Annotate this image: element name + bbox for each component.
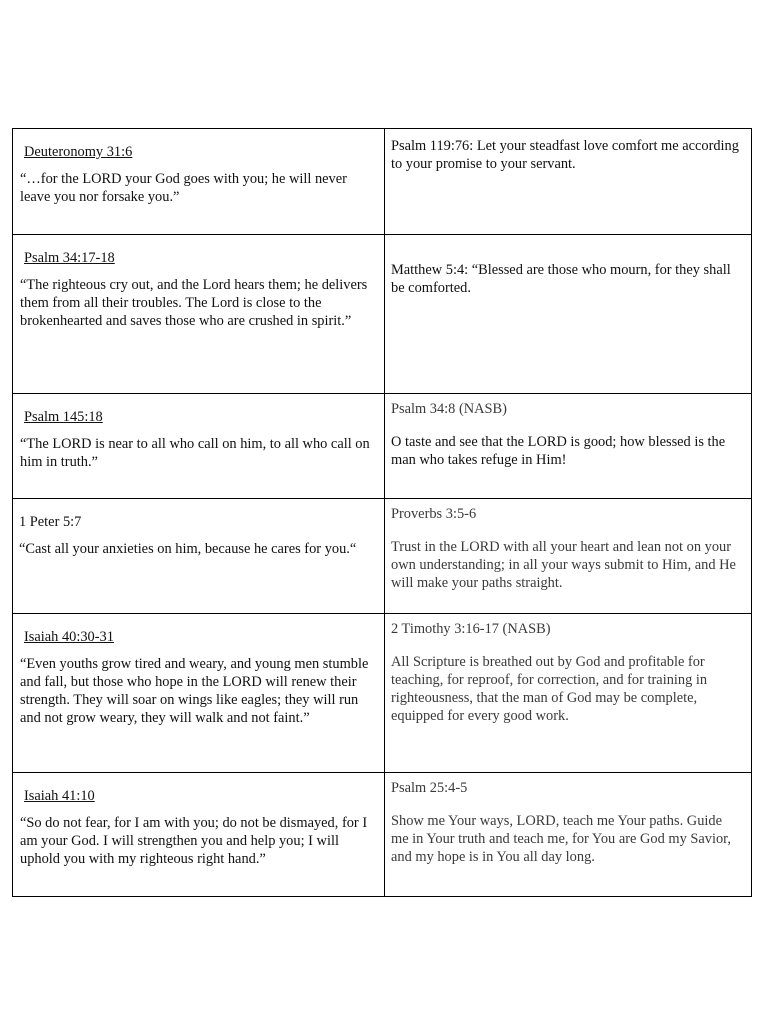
- verse-reference: 2 Timothy 3:16-17 (NASB): [391, 621, 551, 637]
- verse-text: Trust in the LORD with all your heart and lean not on your own understanding; in all your ways submit to Him, and He will make your paths straight.: [391, 539, 736, 591]
- verse-card-deuteronomy-31-6: [13, 129, 385, 235]
- verse-row: [13, 499, 752, 614]
- verse-card-psalm-34-17-18: [13, 235, 385, 394]
- verse-card-matthew-5-4: [385, 235, 752, 394]
- verse-text: “The righteous cry out, and the Lord hears them; he delivers them from all their troubles. The Lord is close to the brokenhearted and saves those who are crushed in spirit.”: [20, 277, 368, 329]
- verse-text: O taste and see that the LORD is good; how blessed is the man who takes refuge in Him!: [391, 434, 726, 468]
- verse-reference: Deuteronomy 31:6: [24, 144, 133, 160]
- verse-reference: 1 Peter 5:7: [19, 514, 82, 530]
- verse-inline: Matthew 5:4: “Blessed are those who mourn, for they shall be comforted.: [391, 262, 731, 296]
- verse-card-proverbs-3-5-6: [385, 499, 752, 614]
- verse-reference: Psalm 145:18: [24, 409, 103, 425]
- verse-text: “…for the LORD your God goes with you; he will never leave you nor forsake you.”: [20, 171, 347, 205]
- verse-card-1-peter-5-7: [13, 499, 385, 614]
- verse-reference: Isaiah 40:30-31: [24, 629, 114, 645]
- verse-text: “Cast all your anxieties on him, because he cares for you.“: [19, 541, 357, 557]
- verse-row: [13, 129, 752, 235]
- verse-card-isaiah-41-10: [13, 773, 385, 897]
- verse-card-psalm-25-4-5: [385, 773, 752, 897]
- verse-card-isaiah-40-30-31: [13, 614, 385, 773]
- verse-row: [13, 614, 752, 773]
- verse-text: All Scripture is breathed out by God and profitable for teaching, for reproof, for correction, and for training in righteousness, that the man of God may be complete, equipped for every good work.: [391, 654, 708, 724]
- verse-row: [13, 235, 752, 394]
- verse-card-psalm-119-76: [385, 129, 752, 235]
- verse-text: Show me Your ways, LORD, teach me Your paths. Guide me in Your truth and teach me, for You are God my Savior, and my hope is in You all day long.: [391, 813, 731, 865]
- verse-reference: Isaiah 41:10: [24, 788, 95, 804]
- verse-inline: Psalm 119:76: Let your steadfast love comfort me according to your promise to your servant.: [391, 138, 739, 172]
- verse-card-2-timothy-3-16-17: [385, 614, 752, 773]
- verse-reference: Psalm 34:17-18: [24, 250, 115, 266]
- verse-card-table: [12, 128, 752, 897]
- verse-reference: Psalm 34:8 (NASB): [391, 401, 507, 417]
- verse-reference: Psalm 25:4-5: [391, 780, 468, 796]
- verse-text: “So do not fear, for I am with you; do not be dismayed, for I am your God. I will strengthen you and help you; I will uphold you with my righteous right hand.”: [20, 815, 368, 867]
- verse-reference: Proverbs 3:5-6: [391, 506, 477, 522]
- verse-card-psalm-145-18: [13, 394, 385, 499]
- verse-card-psalm-34-8: [385, 394, 752, 499]
- verse-row: [13, 394, 752, 499]
- verse-text: “Even youths grow tired and weary, and young men stumble and fall, but those who hope in the LORD will renew their strength. They will soar on wings like eagles; they will run and not grow weary, they will walk and not faint.”: [20, 656, 369, 726]
- verse-row: [13, 773, 752, 897]
- verse-text: “The LORD is near to all who call on him, to all who call on him in truth.”: [20, 436, 370, 470]
